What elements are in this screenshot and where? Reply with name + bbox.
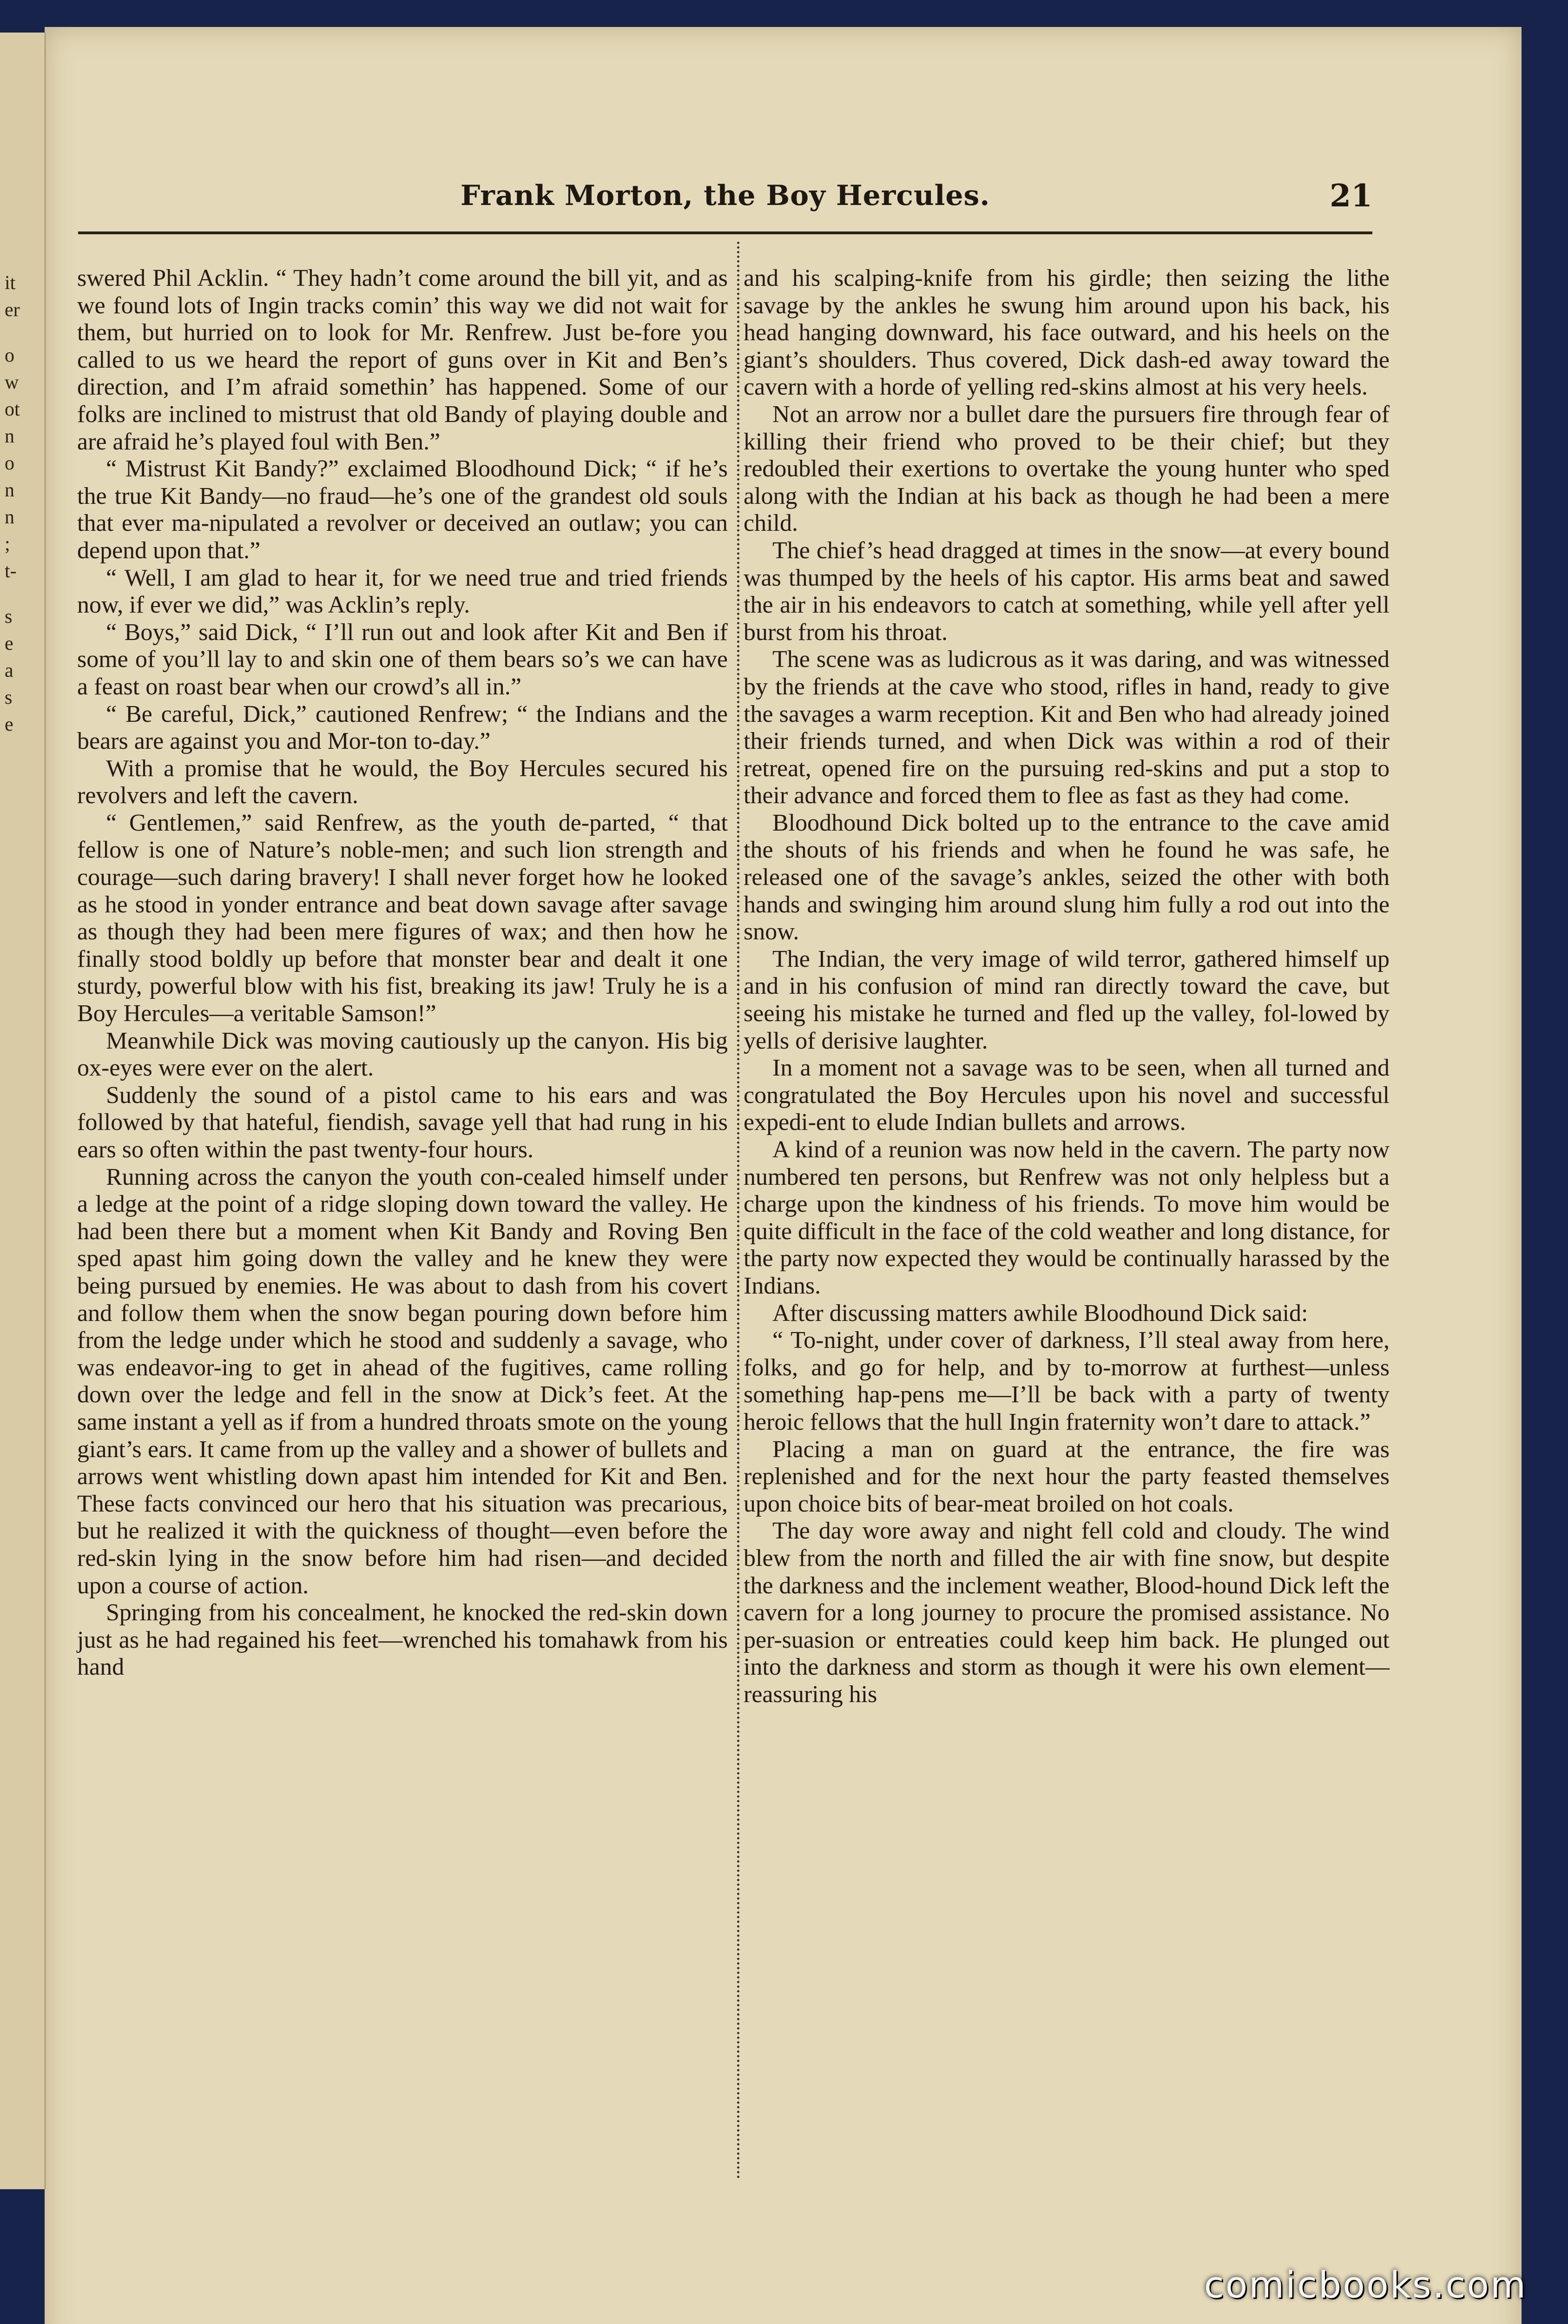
margin-fragment: w <box>5 372 19 393</box>
margin-fragment: o <box>5 345 14 366</box>
margin-fragment: e <box>5 633 13 654</box>
paragraph: swered Phil Acklin. “ They hadn’t come around the bill yit, and as we found lots of Ingin tracks comin’ this way we did not wait for them, but hurried on to look for Mr. Renfrew. Just be-fore you called to us we heard the report of guns over in Kit and Ben’s direction, and I’m afraid somethin’ has happened. Some of our folks are inclined to mistrust that old Bandy of playing double and are afraid he’s played foul with Ben.” <box>77 265 728 455</box>
paragraph: Running across the canyon the youth con-cealed himself under a ledge at the point of a ridge sloping down toward the valley. He had been there but a moment when Kit Bandy and Roving Ben sped apast him going down the valley and he knew they were being pursued by enemies. He was about to dash from his covert and follow them when the snow began pouring down before him from the ledge under which he stood and suddenly a savage, who was endeavor-ing to get in ahead of the fugitives, came rolling down over the ledge and fell in the snow at Dick’s feet. At the same instant a yell as if from a hundred throats smote on the young giant’s ears. It came from up the valley and a shower of bullets and arrows went whistling down apast him intended for Kit and Ben. These facts convinced our hero that his situation was precarious, but he realized it with the quickness of thought—even before the red-skin lying in the snow before him had risen—and decided upon a course of action. <box>77 1163 728 1599</box>
header-rule <box>78 231 1372 234</box>
margin-fragment: t- <box>5 561 17 582</box>
margin-fragment: ; <box>5 534 10 555</box>
running-title: Frank Morton, the Boy Hercules. <box>460 179 990 212</box>
left-column <box>77 265 728 1681</box>
paragraph: The day wore away and night fell cold and cloudy. The wind blew from the north and filled the air with fine snow, but despite the darkness and the inclement weather, Blood-hound Dick left the cavern for a long journey to procure the promised assistance. No per-suasion or entreaties could keep him back. He plunged out into the darkness and storm as though it were his own element—reassuring his <box>744 1518 1390 1708</box>
column-divider <box>737 242 739 2180</box>
margin-fragment: n <box>5 426 14 447</box>
paragraph: “ Mistrust Kit Bandy?” exclaimed Bloodhound Dick; “ if he’s the true Kit Bandy—no fraud—he’s one of the grandest old souls that ever ma-nipulated a revolver or deceived an outlaw; you can depend upon that.” <box>77 456 728 564</box>
paragraph: A kind of a reunion was now held in the cavern. The party now numbered ten persons, but Renfrew was not only helpless but a charge upon the kindness of his friends. To move him would be quite difficult in the face of the cold weather and long distance, for the party now expected they would be continually harassed by the Indians. <box>744 1136 1390 1299</box>
margin-fragment: n <box>5 507 14 528</box>
paragraph: Meanwhile Dick was moving cautiously up the canyon. His big ox-eyes were ever on the alert. <box>77 1027 728 1082</box>
paragraph: and his scalping-knife from his girdle; then seizing the lithe savage by the ankles he swung him around upon his back, his head hanging downward, his face outward, and his heels on the giant’s shoulders. Thus covered, Dick dash-ed away toward the cavern with a horde of yelling red-skins almost at his very heels. <box>744 265 1390 401</box>
paragraph: “ To-night, under cover of darkness, I’ll steal away from here, folks, and go for help, and by to-morrow at furthest—unless something hap-pens me—I’ll be back with a party of twenty heroic fellows that the hull Ingin fraternity won’t dare to attack.” <box>744 1327 1390 1435</box>
paragraph: The scene was as ludicrous as it was daring, and was witnessed by the friends at the cave who stood, rifles in hand, ready to give the savages a warm reception. Kit and Ben who had already joined their friends turned, and when Dick was within a rod of their retreat, opened fire on the pursuing red-skins and put a stop to their advance and forced them to flee as fast as they had come. <box>744 646 1390 809</box>
right-column <box>744 265 1390 1708</box>
paragraph: Bloodhound Dick bolted up to the entrance to the cave amid the shouts of his friends and when he found he was safe, he released one of the savage’s ankles, seized the other with both hands and swinging him around slung him fully a rod out into the snow. <box>744 809 1390 945</box>
paragraph: The Indian, the very image of wild terror, gathered himself up and in his confusion of mind ran directly toward the cave, but seeing his mistake he turned and fled up the valley, fol-lowed by yells of derisive laughter. <box>744 945 1390 1054</box>
page-number: 21 <box>1330 178 1372 214</box>
margin-fragment: it <box>5 272 16 294</box>
paragraph: In a moment not a savage was to be seen, when all turned and congratulated the Boy Hercules upon his novel and successful expedi-ent to elude Indian bullets and arrows. <box>744 1055 1390 1136</box>
paragraph: “ Gentlemen,” said Renfrew, as the youth de-parted, “ that fellow is one of Nature’s noble-men; and such lion strength and courage—such daring bravery! I shall never forget how he looked as he stood in yonder entrance and beat down savage after savage as though they had been mere figures of wax; and then how he finally stood boldly up before that monster bear and dealt it one sturdy, powerful blow with his fist, breaking its jaw! Truly he is a Boy Hercules—a veritable Samson!” <box>77 809 728 1027</box>
paragraph: The chief’s head dragged at times in the snow—at every bound was thumped by the heels of his captor. His arms beat and sawed the air in his endeavors to catch at something, while yell after yell burst from his throat. <box>744 537 1390 646</box>
watermark: comicbooks.com <box>1204 2265 1527 2306</box>
margin-fragment: s <box>5 687 13 708</box>
paragraph: With a promise that he would, the Boy Hercules secured his revolvers and left the cavern. <box>77 755 728 809</box>
previous-page-edge <box>0 33 46 2189</box>
paragraph: Suddenly the sound of a pistol came to his ears and was followed by that hateful, fiendish, savage yell that had rung in his ears so often within the past twenty-four hours. <box>77 1082 728 1163</box>
margin-fragment: ot <box>5 399 20 420</box>
paragraph: “ Well, I am glad to hear it, for we need true and tried friends now, if ever we did,” was Acklin’s reply. <box>77 564 728 619</box>
margin-fragment: e <box>5 714 13 735</box>
margin-fragment: er <box>5 299 20 321</box>
margin-fragment: o <box>5 453 14 474</box>
paragraph: Springing from his concealment, he knocked the red-skin down just as he had regained his feet—wrenched his tomahawk from his hand <box>77 1599 728 1681</box>
paragraph: Not an arrow nor a bullet dare the pursuers fire through fear of killing their friend who proved to be their chief; but they redoubled their exertions to overtake the young hunter who sped along with the Indian at his back as though he had been a mere child. <box>744 401 1390 537</box>
page-header <box>78 153 1372 223</box>
paragraph: “ Be careful, Dick,” cautioned Renfrew; “ the Indians and the bears are against you and Mor-ton to-day.” <box>77 700 728 755</box>
paragraph: Placing a man on guard at the entrance, the fire was replenished and for the next hour the party feasted themselves upon choice bits of bear-meat broiled on hot coals. <box>744 1436 1390 1517</box>
margin-fragment: a <box>5 660 13 681</box>
paragraph: “ Boys,” said Dick, “ I’ll run out and look after Kit and Ben if some of you’ll lay to and skin one of them bears so’s we can have a feast on roast bear when our crowd’s all in.” <box>77 619 728 700</box>
margin-fragment: s <box>5 606 13 627</box>
paragraph: After discussing matters awhile Bloodhound Dick said: <box>772 1300 1308 1327</box>
margin-fragment: n <box>5 480 14 501</box>
